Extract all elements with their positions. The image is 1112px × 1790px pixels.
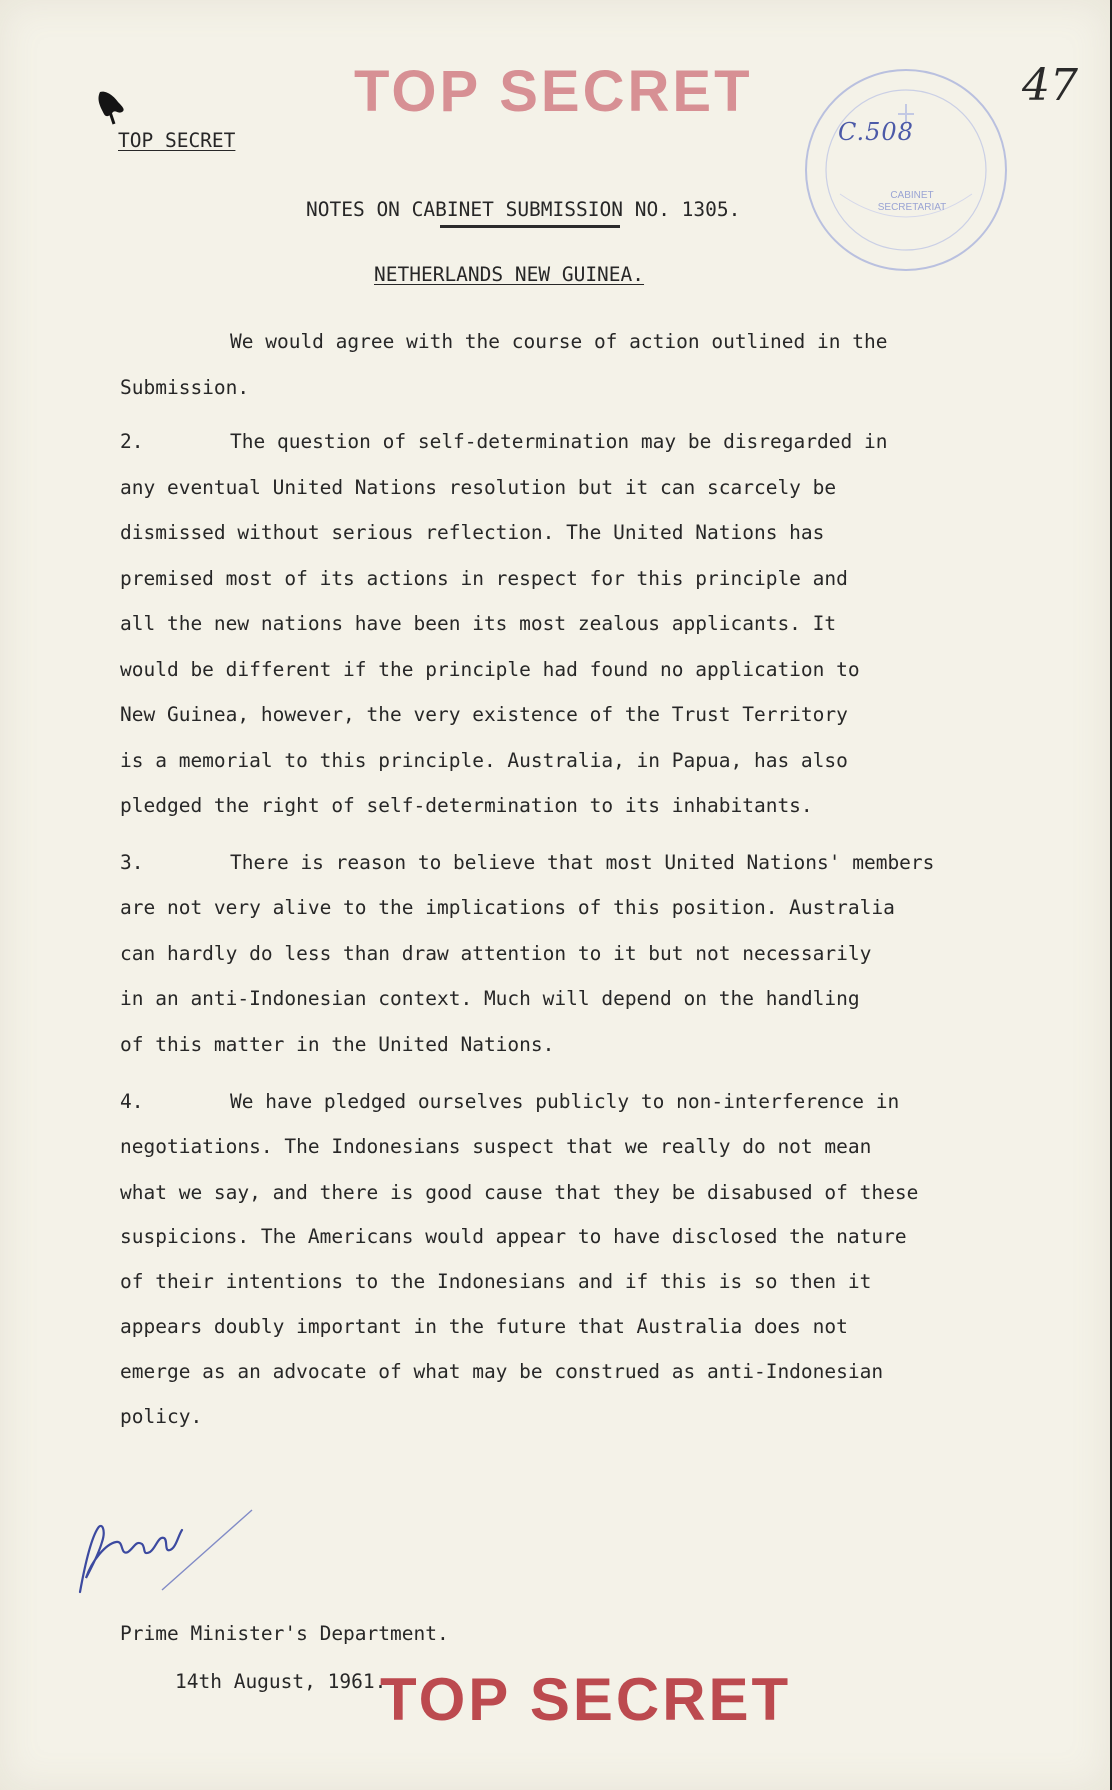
paragraph-line: We have pledged ourselves publicly to non-interference in — [230, 1090, 900, 1113]
handwritten-signature — [72, 1500, 262, 1610]
paragraph-line: The question of self-determination may be disregarded in — [230, 430, 888, 453]
paragraph-line: of this matter in the United Nations. — [120, 1033, 555, 1056]
closing-department: Prime Minister's Department. — [120, 1622, 449, 1645]
subject-heading: NETHERLANDS NEW GUINEA. — [374, 263, 645, 286]
intro-line: Submission. — [120, 376, 250, 399]
page-number: 47 — [1022, 60, 1078, 111]
ink-blot-mark — [96, 90, 126, 126]
paragraph-line: are not very alive to the implications of this position. Australia — [120, 896, 895, 919]
paragraph-line: all the new nations have been its most zealous applicants. It — [120, 612, 837, 635]
top-secret-stamp-bottom: TOP SECRET — [380, 1666, 792, 1733]
paragraph-line: is a memorial to this principle. Australia, in Papua, has also — [120, 749, 848, 772]
paragraph-line: negotiations. The Indonesians suspect that we really do not mean — [120, 1135, 872, 1158]
paragraph-line: premised most of its actions in respect for this principle and — [120, 567, 848, 590]
paragraph-line: dismissed without serious reflection. The United Nations has — [120, 521, 825, 544]
paragraph-line: can hardly do less than draw attention to it but not necessarily — [120, 942, 872, 965]
classification-heading: TOP SECRET — [118, 129, 236, 152]
seal-label: CABINET SECRETARIAT — [877, 190, 947, 213]
title-rule — [440, 225, 620, 228]
paragraph-line: emerge as an advocate of what may be construed as anti-Indonesian — [120, 1360, 884, 1383]
paragraph-line: pledged the right of self-determination to its inhabitants. — [120, 794, 813, 817]
paragraph-line: what we say, and there is good cause that they be disabused of these — [120, 1181, 919, 1204]
intro-line: We would agree with the course of action outlined in the — [230, 330, 888, 353]
top-secret-stamp-top: TOP SECRET — [354, 59, 753, 124]
paragraph-number: 4. — [120, 1090, 144, 1113]
paragraph-line: would be different if the principle had found no application to — [120, 658, 860, 681]
seal-reference-number: C.508 — [838, 118, 914, 146]
paragraph-number: 2. — [120, 430, 144, 453]
closing-date: 14th August, 1961. — [175, 1670, 387, 1693]
paragraph-line: New Guinea, however, the very existence of the Trust Territory — [120, 703, 848, 726]
paragraph-line: in an anti-Indonesian context. Much will depend on the handling — [120, 987, 860, 1010]
paragraph-line: policy. — [120, 1405, 203, 1428]
paragraph-line: suspicions. The Americans would appear to have disclosed the nature — [120, 1225, 907, 1248]
submission-title: NOTES ON CABINET SUBMISSION NO. 1305. — [306, 198, 741, 221]
paragraph-line: There is reason to believe that most United Nations' members — [230, 851, 935, 874]
paragraph-line: of their intentions to the Indonesians and if this is so then it — [120, 1270, 872, 1293]
paragraph-line: appears doubly important in the future that Australia does not — [120, 1315, 848, 1338]
paragraph-number: 3. — [120, 851, 144, 874]
cabinet-secretariat-seal — [800, 64, 1012, 276]
paragraph-line: any eventual United Nations resolution but it can scarcely be — [120, 476, 837, 499]
